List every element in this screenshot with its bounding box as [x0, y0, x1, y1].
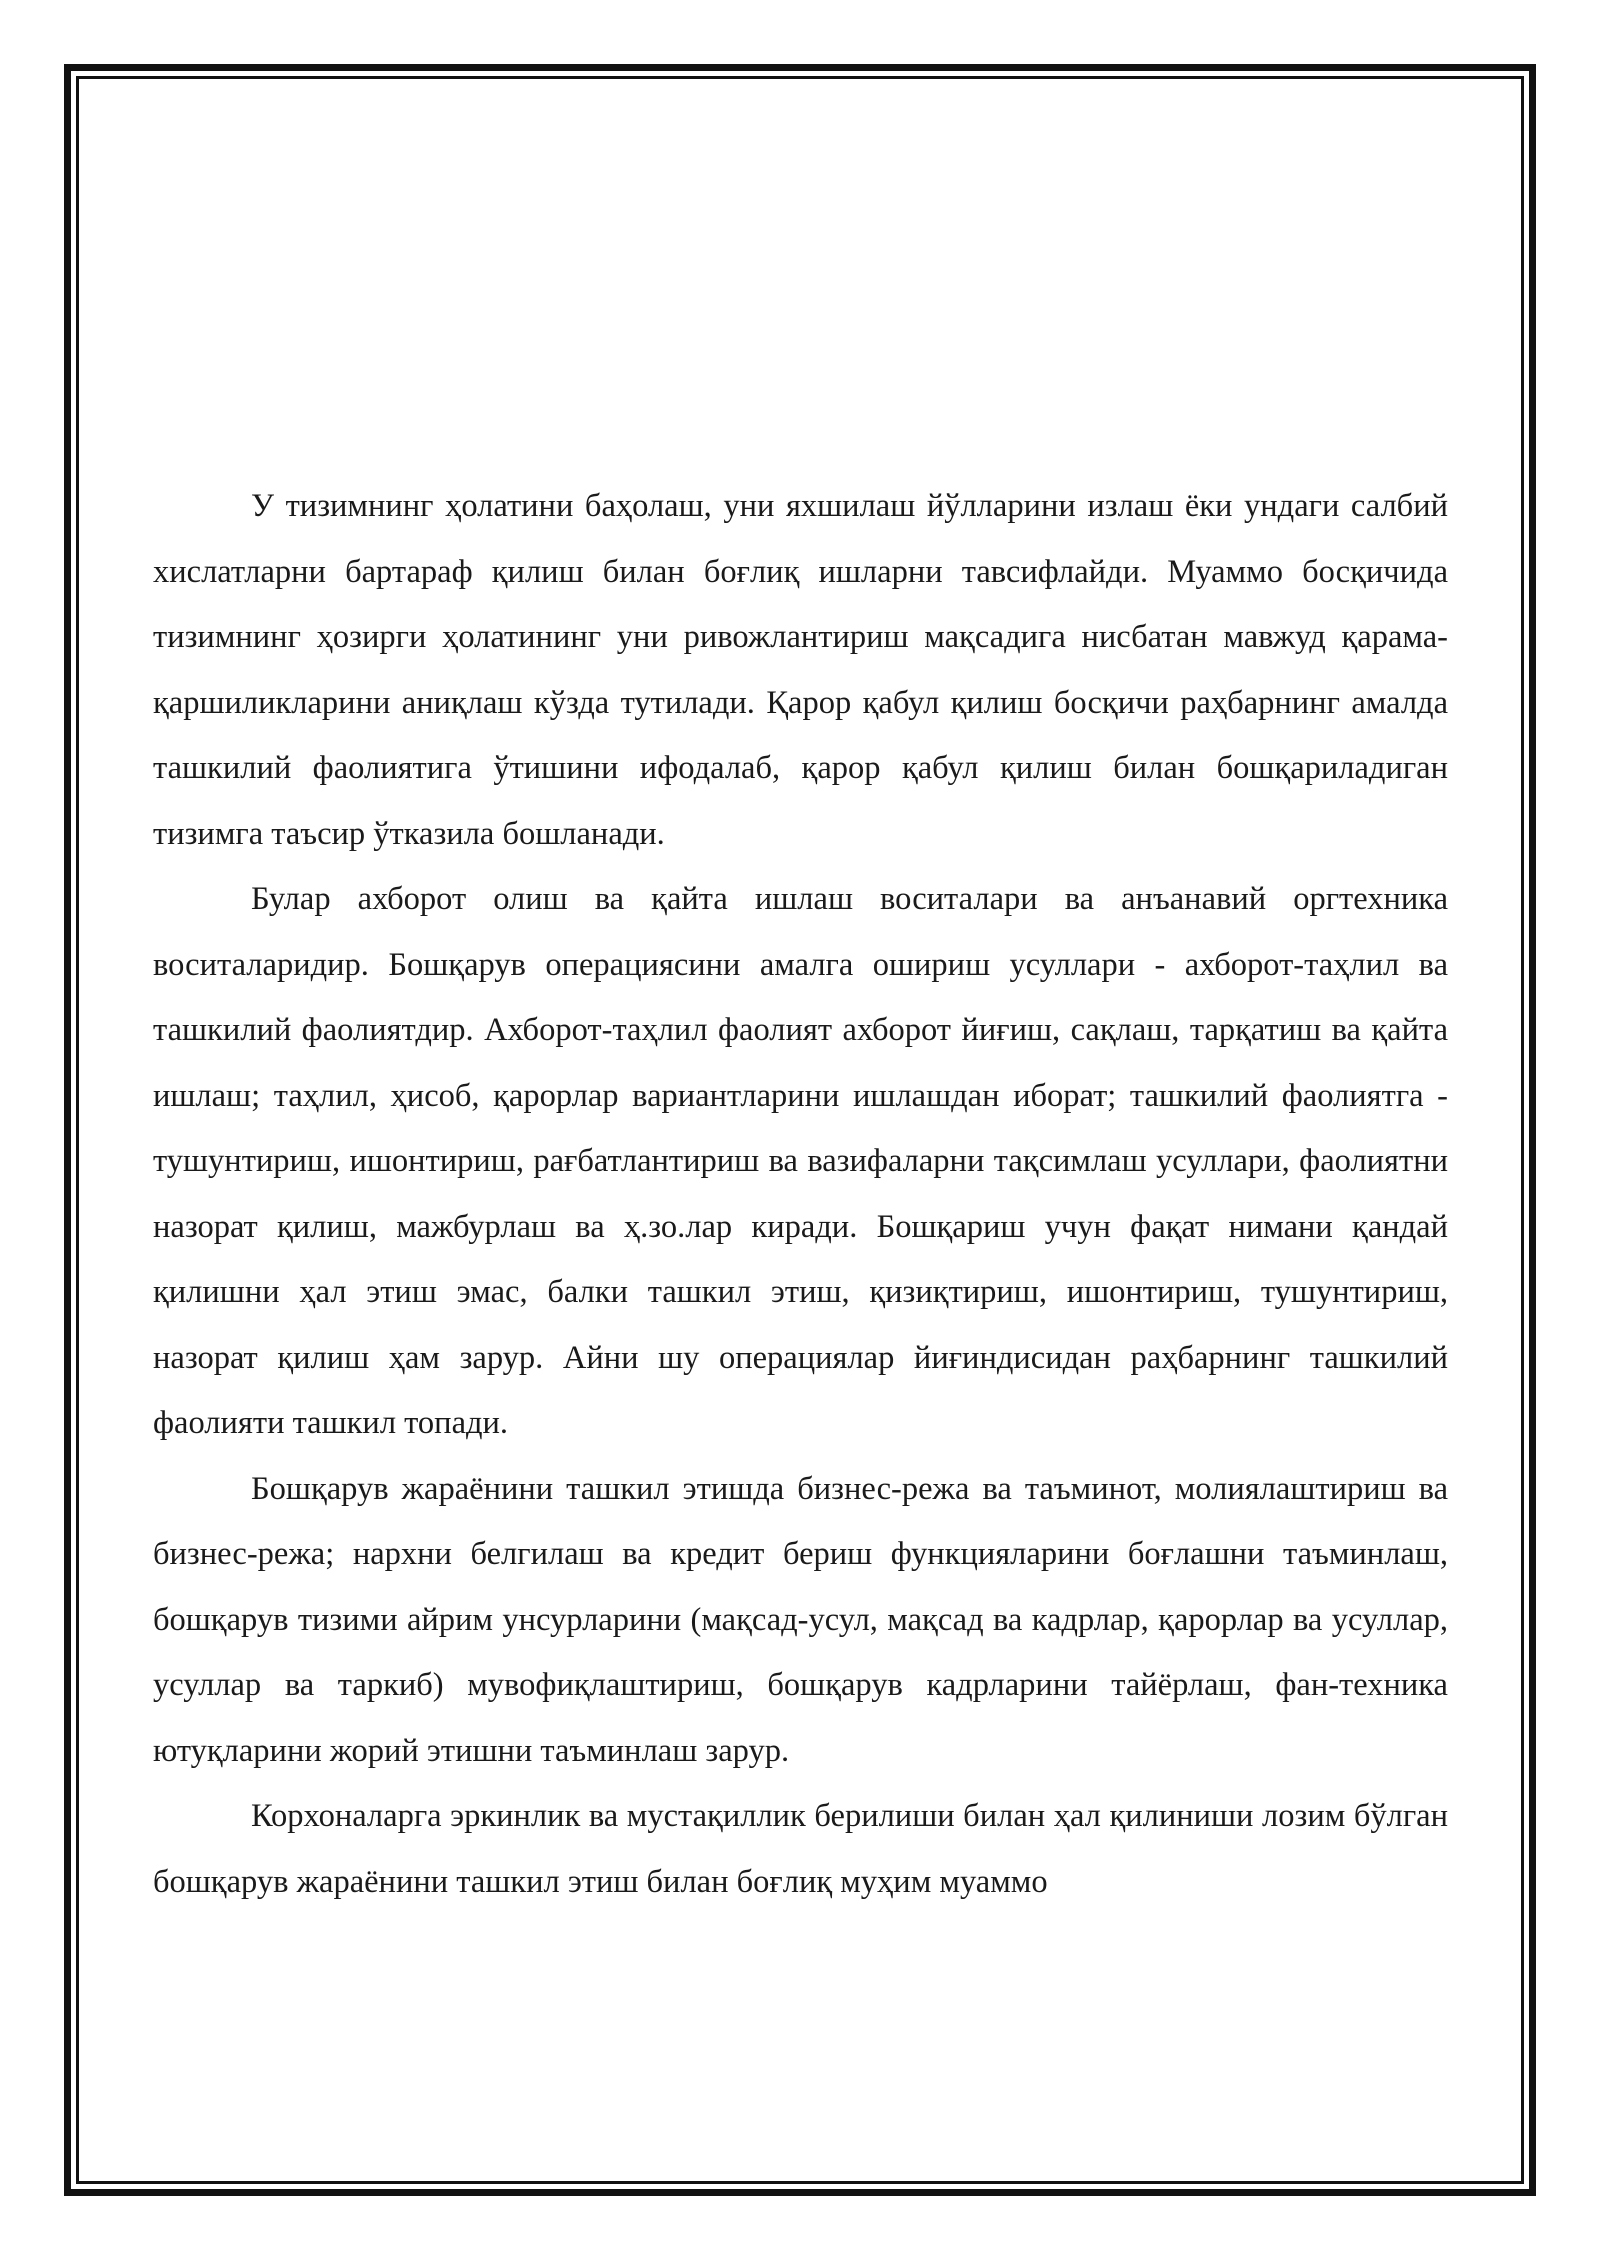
- paragraph-4: Корхоналарга эркинлик ва мустақиллик берилиши билан ҳал қилиниши лозим бўлган бошқарув жараёнини ташкил этиш билан боғлиқ муҳим муаммо: [153, 1798, 1448, 1900]
- document-body: [153, 474, 1448, 1915]
- paragraph-2: Булар ахборот олиш ва қайта ишлаш воситалари ва анъанавий оргтехника воситаларидир. Бошқарув операциясини амалга ошириш усуллари - ахборот-таҳлил ва ташкилий фаолиятдир. Ахборот-таҳлил фаолият ахборот йиғиш, сақлаш, тарқатиш ва қайта ишлаш; таҳлил, ҳисоб, қарорлар вариантларини ишлашдан иборат; ташкилий фаолиятга - тушунтириш, ишонтириш, рағбатлантириш ва вазифаларни тақсимлаш усуллари, фаолиятни назорат қилиш, мажбурлаш ва ҳ.зо.лар киради. Бошқариш учун фақат нимани қандай қилишни ҳал этиш эмас, балки ташкил этиш, қизиқтириш, ишонтириш, тушунтириш, назорат қилиш ҳам зарур. Айни шу операциялар йиғиндисидан раҳбарнинг ташкилий фаолияти ташкил топади.: [153, 881, 1448, 1441]
- paragraph-3: Бошқарув жараёнини ташкил этишда бизнес-режа ва таъминот, молиялаштириш ва бизнес-режа; нархни белгилаш ва кредит бериш функцияларини боғлашни таъминлаш, бошқарув тизими айрим унсурларини (мақсад-усул, мақсад ва кадрлар, қарорлар ва усуллар, усуллар ва таркиб) мувофиқлаштириш, бошқарув кадрларини тайёрлаш, фан-техника ютуқларини жорий этишни таъминлаш зарур.: [153, 1470, 1448, 1769]
- paragraph-1: У тизимнинг ҳолатини баҳолаш, уни яхшилаш йўлларини излаш ёки ундаги салбий хислатларни бартараф қилиш билан боғлиқ ишларни тавсифлайди. Муаммо босқичида тизимнинг ҳозирги ҳолатининг уни ривожлантириш мақсадига нисбатан мавжуд қарама-қаршиликларини аниқлаш кўзда тутилади. Қарор қабул қилиш босқичи раҳбарнинг амалда ташкилий фаолиятига ўтишини ифодалаб, қарор қабул қилиш билан бошқариладиган тизимга таъсир ўтказила бошланади.: [153, 488, 1448, 852]
